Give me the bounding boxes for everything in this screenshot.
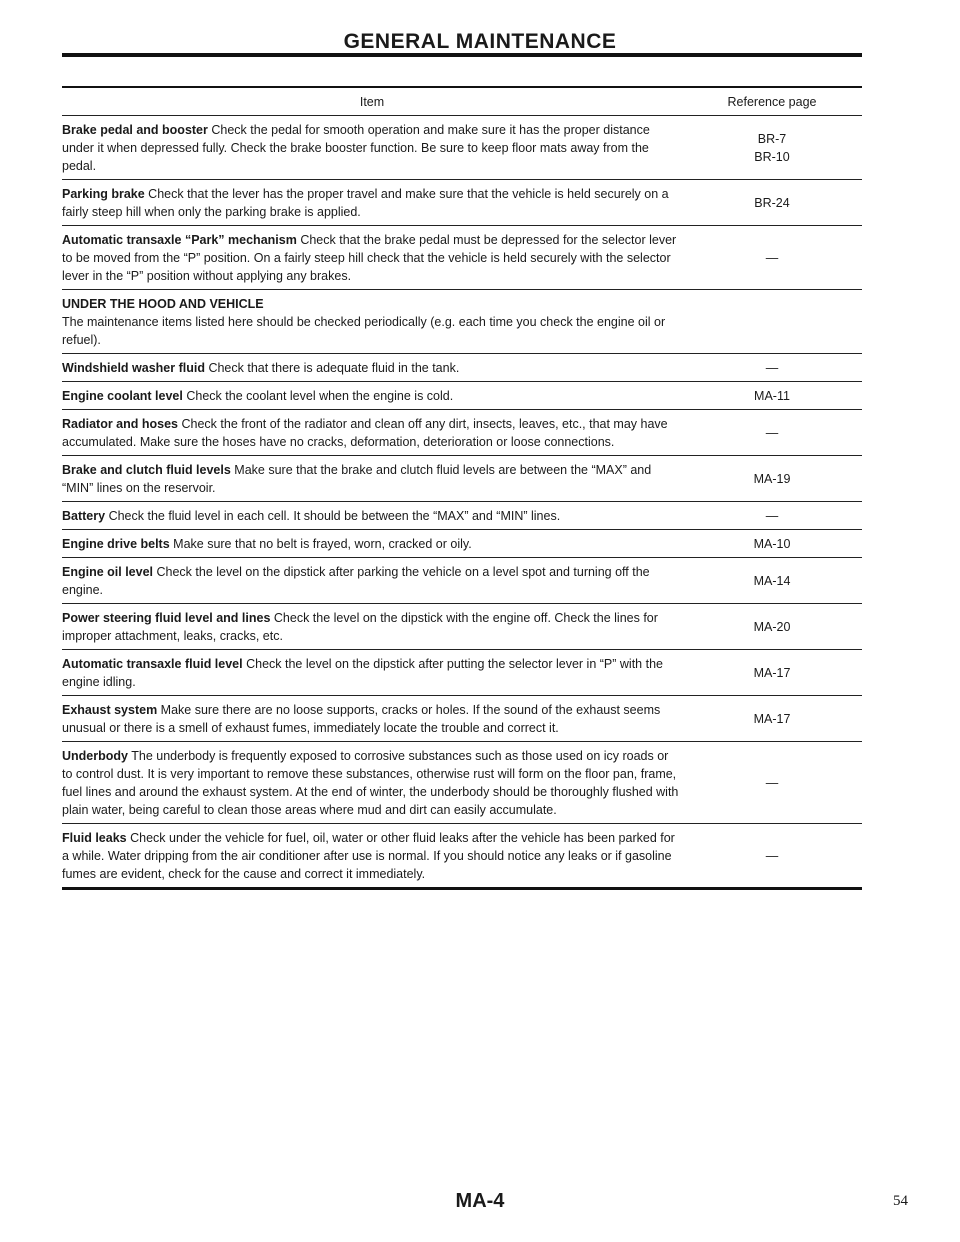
item-description: Check the level on the dipstick after putting the selector lever in “P” with the engine idling.	[62, 657, 663, 689]
title-rule	[62, 53, 862, 57]
reference-cell: —	[765, 775, 779, 790]
item-label: Radiator and hoses	[62, 417, 178, 431]
table-row	[62, 742, 862, 824]
table-row	[62, 180, 862, 226]
item-description: Make sure there are no loose supports, cracks or holes. If the sound of the exhaust seems unusual or there is a smell of exhaust fumes, immediately locate the trouble and correct it.	[62, 703, 661, 735]
table-row	[62, 650, 862, 696]
column-header-reference: Reference page	[727, 94, 817, 109]
item-cell	[62, 558, 682, 603]
maintenance-table	[62, 86, 862, 890]
item-cell	[62, 696, 682, 741]
item-cell	[62, 116, 682, 179]
reference-cell: —	[765, 250, 779, 265]
item-label: Brake and clutch fluid levels	[62, 463, 231, 477]
table-row	[62, 604, 862, 650]
item-cell	[62, 650, 682, 695]
column-header-item: Item	[359, 95, 385, 109]
table-row	[62, 410, 862, 456]
reference-cell: —	[765, 508, 779, 523]
item-label: Parking brake	[62, 187, 145, 201]
item-cell	[62, 604, 682, 649]
item-cell	[62, 530, 682, 557]
reference-cell: MA-11	[754, 388, 790, 403]
item-label: Engine drive belts	[62, 537, 170, 551]
item-label: Engine oil level	[62, 565, 153, 579]
item-label: Windshield washer fluid	[62, 361, 205, 375]
page-code: MA-4	[455, 1190, 505, 1212]
item-label: Power steering fluid level and lines	[62, 611, 271, 625]
item-label: Battery	[62, 509, 106, 523]
reference-cell: —	[765, 848, 779, 863]
table-row	[62, 456, 862, 502]
reference-cell: MA-17	[753, 665, 791, 680]
table-row	[62, 226, 862, 290]
reference-cell: BR-24	[754, 195, 790, 210]
table-row	[62, 502, 862, 530]
item-cell	[62, 502, 682, 529]
item-label: Brake pedal and booster	[62, 123, 208, 137]
table-row	[62, 696, 862, 742]
table-row	[62, 382, 862, 410]
item-description: Check the coolant level when the engine is cold.	[186, 389, 454, 403]
item-description: The underbody is frequently exposed to corrosive substances such as those used on icy roads or to control dust. It is very important to remove these substances, otherwise rust will form on the floor pan, frame, fuel lines and around the exhaust system. At the end of winter, the underbody should be thoroughly flushed with plain water, being careful to clean those areas where mud and dirt can easily accumulate.	[62, 749, 679, 817]
item-description: Check that there is adequate fluid in the tank.	[208, 361, 460, 375]
item-label: Engine coolant level	[62, 389, 183, 403]
reference-cell: —	[765, 360, 779, 375]
item-cell	[62, 226, 682, 289]
table-row	[62, 354, 862, 382]
page-number: 54	[893, 1193, 908, 1209]
item-label: Automatic transaxle “Park” mechanism	[62, 233, 297, 247]
section-heading: UNDER THE HOOD AND VEHICLE	[62, 297, 264, 311]
item-cell	[62, 180, 682, 225]
item-label: Exhaust system	[62, 703, 158, 717]
reference-cell: BR-7 BR-10	[754, 131, 790, 164]
table-body	[62, 116, 862, 890]
item-description: Check the pedal for smooth operation and make sure it has the proper distance under it when depressed fully. Check the brake booster function. Be sure to keep floor mats away from the pedal.	[62, 123, 650, 173]
reference-cell: —	[765, 425, 779, 440]
item-cell	[62, 382, 682, 409]
item-description: Check the front of the radiator and clean off any dirt, insects, leaves, etc., that may have accumulated. Make sure the hoses have no cracks, deformation, deterioration or loose connections.	[62, 417, 668, 449]
item-description: Make sure that no belt is frayed, worn, cracked or oily.	[173, 537, 472, 551]
page-title: GENERAL MAINTENANCE	[343, 30, 617, 53]
item-label: Fluid leaks	[62, 831, 127, 845]
item-cell	[62, 410, 682, 455]
reference-cell: MA-17	[753, 711, 791, 726]
item-label: Underbody	[62, 749, 128, 763]
table-row	[62, 558, 862, 604]
item-description: Check the level on the dipstick after parking the vehicle on a level spot and turning off the engine.	[62, 565, 650, 597]
table-row	[62, 530, 862, 558]
item-cell	[62, 354, 682, 381]
item-description: Check that the brake pedal must be depressed for the selector lever to be moved from the “P” position. On a fairly steep hill check that the vehicle is held securely with the selector lever in the “P” position without applying any brakes.	[62, 233, 677, 283]
item-cell	[62, 290, 682, 353]
item-cell	[62, 456, 682, 501]
item-description: Check the fluid level in each cell. It should be between the “MAX” and “MIN” lines.	[108, 509, 561, 523]
table-row	[62, 290, 862, 354]
item-label: Automatic transaxle fluid level	[62, 657, 243, 671]
table-row	[62, 116, 862, 180]
item-cell	[62, 824, 682, 887]
reference-cell: MA-20	[753, 619, 791, 634]
item-description: Make sure that the brake and clutch fluid levels are between the “MAX” and “MIN” lines on the reservoir.	[62, 463, 652, 495]
reference-cell: MA-19	[753, 471, 791, 486]
reference-cell: MA-14	[753, 573, 791, 588]
item-cell	[62, 742, 682, 823]
item-description: Check the level on the dipstick with the engine off. Check the lines for improper attachment, leaks, cracks, etc.	[62, 611, 658, 643]
table-header	[62, 88, 862, 116]
table-row	[62, 824, 862, 890]
item-description: Check under the vehicle for fuel, oil, water or other fluid leaks after the vehicle has been parked for a while. Water dripping from the air conditioner after use is normal. If you should notice any leaks or if gasoline fumes are evident, check for the cause and correct it immediately.	[62, 831, 675, 881]
reference-cell: MA-10	[753, 536, 791, 551]
item-description: Check that the lever has the proper travel and make sure that the vehicle is held securely on a fairly steep hill when only the parking brake is applied.	[62, 187, 669, 219]
item-description: The maintenance items listed here should be checked periodically (e.g. each time you check the engine oil or refuel).	[62, 315, 666, 347]
